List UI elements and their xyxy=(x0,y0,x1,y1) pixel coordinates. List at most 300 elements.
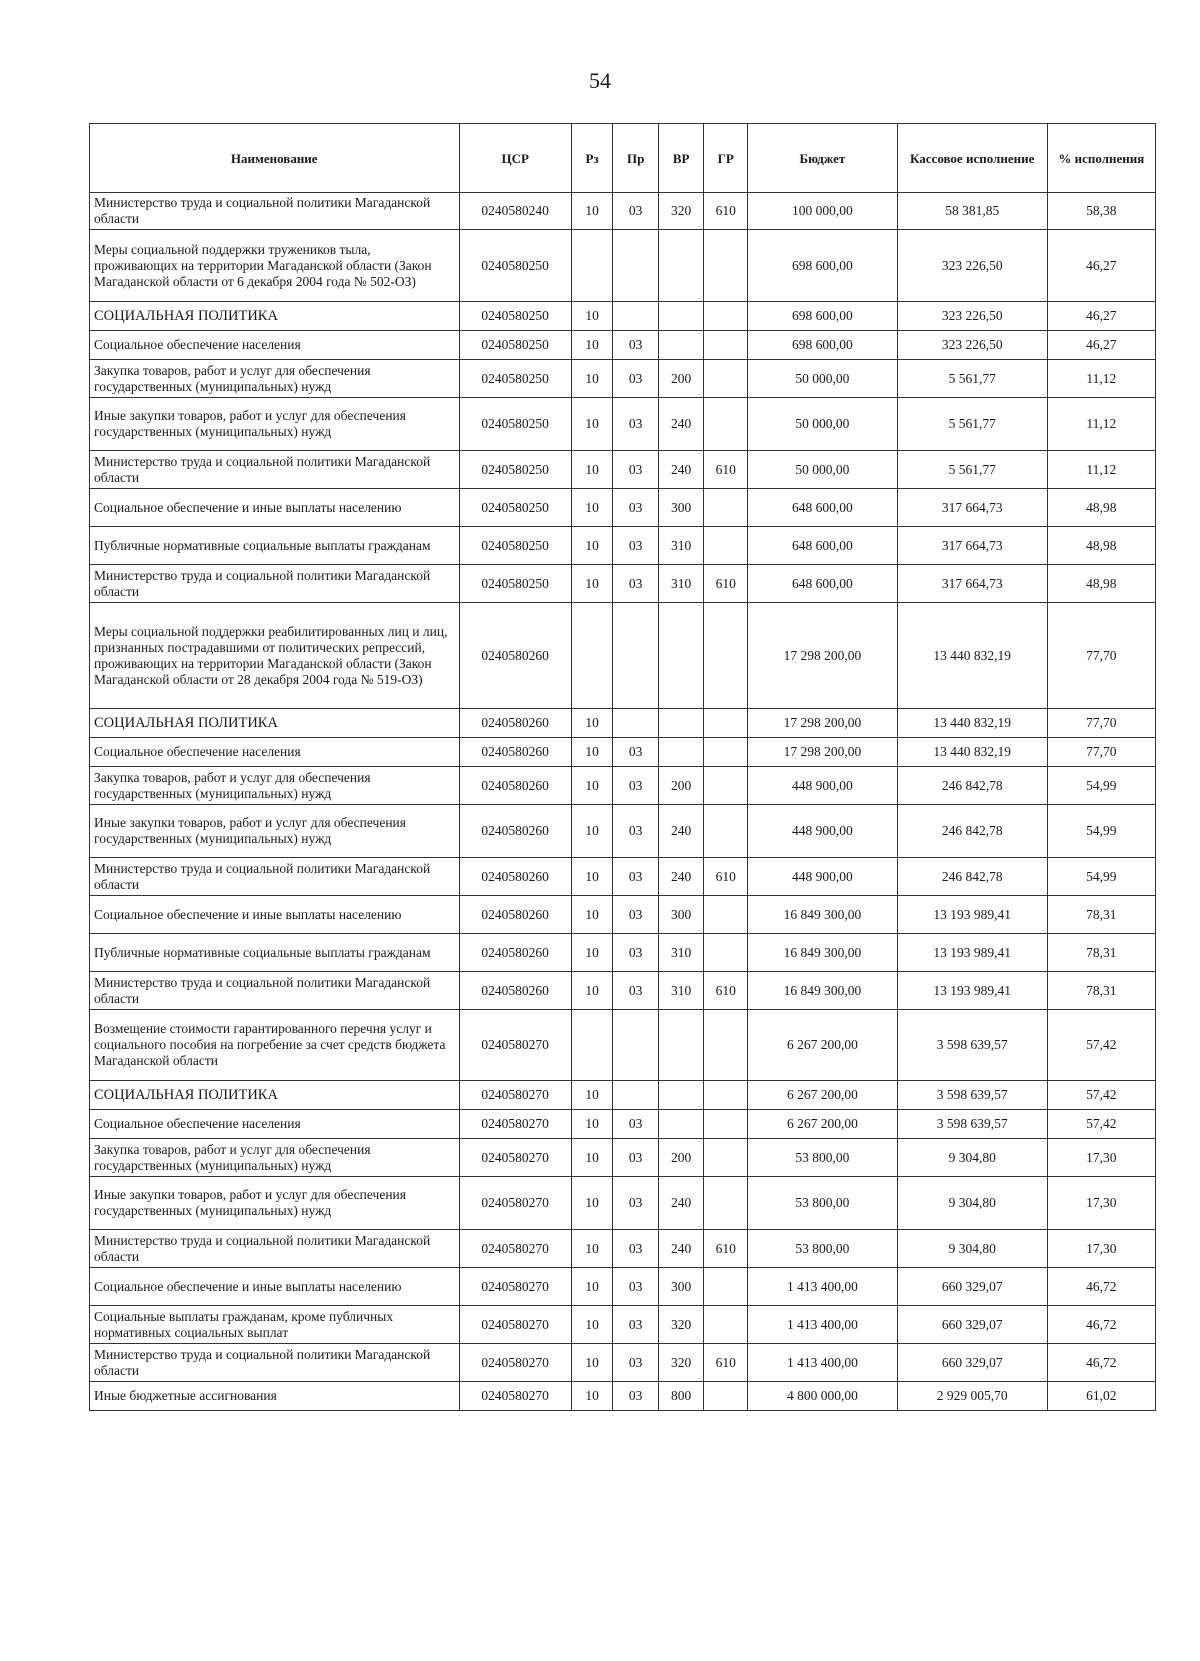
cell-csr: 0240580270 xyxy=(459,1230,571,1268)
cell-gr xyxy=(704,230,748,302)
cell-name: Закупка товаров, работ и услуг для обеспечения государственных (муниципальных) нужд xyxy=(90,767,460,805)
cell-cash: 3 598 639,57 xyxy=(897,1110,1047,1139)
cell-name: Социальное обеспечение населения xyxy=(90,1110,460,1139)
cell-gr xyxy=(704,1010,748,1081)
cell-csr: 0240580270 xyxy=(459,1344,571,1382)
cell-csr: 0240580260 xyxy=(459,738,571,767)
cell-rz: 10 xyxy=(571,398,613,451)
cell-csr: 0240580260 xyxy=(459,767,571,805)
cell-pr xyxy=(613,1081,659,1110)
table-row xyxy=(90,709,1156,738)
cell-percent: 46,72 xyxy=(1047,1268,1155,1306)
cell-rz: 10 xyxy=(571,1230,613,1268)
cell-name: Социальное обеспечение и иные выплаты населению xyxy=(90,489,460,527)
cell-budget: 448 900,00 xyxy=(747,767,897,805)
cell-cash: 660 329,07 xyxy=(897,1344,1047,1382)
cell-pr xyxy=(613,709,659,738)
cell-budget: 448 900,00 xyxy=(747,805,897,858)
cell-rz: 10 xyxy=(571,858,613,896)
cell-rz: 10 xyxy=(571,1344,613,1382)
cell-percent: 54,99 xyxy=(1047,767,1155,805)
cell-budget: 698 600,00 xyxy=(747,331,897,360)
cell-cash: 323 226,50 xyxy=(897,302,1047,331)
cell-pr: 03 xyxy=(613,972,659,1010)
cell-rz: 10 xyxy=(571,302,613,331)
cell-cash: 246 842,78 xyxy=(897,767,1047,805)
cell-vr: 320 xyxy=(658,1306,704,1344)
cell-csr: 0240580270 xyxy=(459,1268,571,1306)
cell-gr xyxy=(704,1382,748,1411)
cell-percent: 77,70 xyxy=(1047,738,1155,767)
cell-rz: 10 xyxy=(571,972,613,1010)
cell-cash: 317 664,73 xyxy=(897,565,1047,603)
cell-rz: 10 xyxy=(571,527,613,565)
cell-rz: 10 xyxy=(571,709,613,738)
cell-percent: 78,31 xyxy=(1047,972,1155,1010)
cell-rz: 10 xyxy=(571,934,613,972)
table-row xyxy=(90,1010,1156,1081)
cell-vr xyxy=(658,603,704,709)
cell-cash: 13 440 832,19 xyxy=(897,603,1047,709)
cell-pr: 03 xyxy=(613,1306,659,1344)
cell-gr: 610 xyxy=(704,565,748,603)
cell-vr xyxy=(658,1081,704,1110)
cell-percent: 57,42 xyxy=(1047,1081,1155,1110)
cell-csr: 0240580270 xyxy=(459,1081,571,1110)
table-row xyxy=(90,603,1156,709)
table-row xyxy=(90,1177,1156,1230)
cell-vr: 240 xyxy=(658,805,704,858)
header-percent: % исполнения xyxy=(1047,124,1155,193)
cell-budget: 6 267 200,00 xyxy=(747,1110,897,1139)
cell-name: СОЦИАЛЬНАЯ ПОЛИТИКА xyxy=(90,709,460,738)
cell-csr: 0240580260 xyxy=(459,603,571,709)
cell-rz: 10 xyxy=(571,1139,613,1177)
table-row xyxy=(90,896,1156,934)
table-row xyxy=(90,451,1156,489)
cell-cash: 323 226,50 xyxy=(897,230,1047,302)
cell-gr xyxy=(704,934,748,972)
cell-gr xyxy=(704,1081,748,1110)
cell-name: Министерство труда и социальной политики Магаданской области xyxy=(90,193,460,230)
cell-vr xyxy=(658,1010,704,1081)
cell-name: Иные бюджетные ассигнования xyxy=(90,1382,460,1411)
cell-rz xyxy=(571,603,613,709)
cell-vr: 320 xyxy=(658,1344,704,1382)
cell-gr xyxy=(704,360,748,398)
cell-percent: 77,70 xyxy=(1047,603,1155,709)
cell-vr xyxy=(658,738,704,767)
cell-pr: 03 xyxy=(613,360,659,398)
table-row xyxy=(90,230,1156,302)
cell-vr: 310 xyxy=(658,972,704,1010)
cell-rz xyxy=(571,1010,613,1081)
cell-cash: 13 193 989,41 xyxy=(897,934,1047,972)
header-budget: Бюджет xyxy=(747,124,897,193)
table-row xyxy=(90,1382,1156,1411)
cell-gr: 610 xyxy=(704,193,748,230)
cell-budget: 698 600,00 xyxy=(747,230,897,302)
cell-budget: 698 600,00 xyxy=(747,302,897,331)
cell-name: Возмещение стоимости гарантированного перечня услуг и социального пособия на погребение за счет средств бюджета Магаданской области xyxy=(90,1010,460,1081)
cell-vr xyxy=(658,709,704,738)
cell-pr: 03 xyxy=(613,1344,659,1382)
cell-csr: 0240580260 xyxy=(459,896,571,934)
cell-name: Министерство труда и социальной политики Магаданской области xyxy=(90,565,460,603)
cell-percent: 46,72 xyxy=(1047,1344,1155,1382)
cell-name: Социальное обеспечение и иные выплаты населению xyxy=(90,1268,460,1306)
cell-cash: 13 193 989,41 xyxy=(897,972,1047,1010)
cell-cash: 3 598 639,57 xyxy=(897,1010,1047,1081)
cell-cash: 2 929 005,70 xyxy=(897,1382,1047,1411)
cell-percent: 78,31 xyxy=(1047,934,1155,972)
cell-budget: 1 413 400,00 xyxy=(747,1344,897,1382)
cell-name: Иные закупки товаров, работ и услуг для обеспечения государственных (муниципальных) нужд xyxy=(90,805,460,858)
cell-vr: 240 xyxy=(658,1230,704,1268)
table-row xyxy=(90,489,1156,527)
cell-name: Министерство труда и социальной политики Магаданской области xyxy=(90,858,460,896)
cell-pr: 03 xyxy=(613,451,659,489)
cell-csr: 0240580240 xyxy=(459,193,571,230)
cell-budget: 1 413 400,00 xyxy=(747,1268,897,1306)
cell-percent: 46,72 xyxy=(1047,1306,1155,1344)
cell-name: Социальное обеспечение и иные выплаты населению xyxy=(90,896,460,934)
cell-percent: 54,99 xyxy=(1047,805,1155,858)
cell-cash: 246 842,78 xyxy=(897,805,1047,858)
cell-csr: 0240580270 xyxy=(459,1177,571,1230)
cell-name: Публичные нормативные социальные выплаты гражданам xyxy=(90,934,460,972)
cell-budget: 16 849 300,00 xyxy=(747,896,897,934)
cell-rz: 10 xyxy=(571,331,613,360)
cell-gr xyxy=(704,1110,748,1139)
cell-gr xyxy=(704,805,748,858)
cell-percent: 48,98 xyxy=(1047,527,1155,565)
cell-pr xyxy=(613,603,659,709)
cell-cash: 660 329,07 xyxy=(897,1306,1047,1344)
cell-cash: 5 561,77 xyxy=(897,360,1047,398)
cell-csr: 0240580250 xyxy=(459,527,571,565)
cell-pr: 03 xyxy=(613,1382,659,1411)
cell-name: Министерство труда и социальной политики Магаданской области xyxy=(90,451,460,489)
cell-gr xyxy=(704,738,748,767)
cell-rz: 10 xyxy=(571,193,613,230)
cell-vr xyxy=(658,1110,704,1139)
cell-rz: 10 xyxy=(571,1177,613,1230)
cell-name: Иные закупки товаров, работ и услуг для обеспечения государственных (муниципальных) нужд xyxy=(90,398,460,451)
cell-cash: 9 304,80 xyxy=(897,1139,1047,1177)
cell-rz: 10 xyxy=(571,1268,613,1306)
cell-percent: 17,30 xyxy=(1047,1177,1155,1230)
cell-vr: 310 xyxy=(658,527,704,565)
cell-vr xyxy=(658,302,704,331)
page-number: 54 xyxy=(589,68,611,93)
cell-vr xyxy=(658,331,704,360)
cell-percent: 46,27 xyxy=(1047,331,1155,360)
cell-pr: 03 xyxy=(613,738,659,767)
cell-name: Социальные выплаты гражданам, кроме публичных нормативных социальных выплат xyxy=(90,1306,460,1344)
cell-pr: 03 xyxy=(613,331,659,360)
cell-gr xyxy=(704,1139,748,1177)
cell-vr: 300 xyxy=(658,489,704,527)
cell-budget: 17 298 200,00 xyxy=(747,603,897,709)
cell-budget: 50 000,00 xyxy=(747,360,897,398)
cell-csr: 0240580260 xyxy=(459,972,571,1010)
cell-rz: 10 xyxy=(571,896,613,934)
cell-vr: 200 xyxy=(658,1139,704,1177)
cell-percent: 48,98 xyxy=(1047,565,1155,603)
cell-budget: 648 600,00 xyxy=(747,489,897,527)
cell-pr: 03 xyxy=(613,527,659,565)
table-row xyxy=(90,193,1156,230)
cell-gr xyxy=(704,1306,748,1344)
cell-percent: 57,42 xyxy=(1047,1110,1155,1139)
cell-vr: 300 xyxy=(658,896,704,934)
cell-pr: 03 xyxy=(613,193,659,230)
cell-csr: 0240580260 xyxy=(459,934,571,972)
cell-percent: 78,31 xyxy=(1047,896,1155,934)
cell-vr: 240 xyxy=(658,858,704,896)
cell-cash: 317 664,73 xyxy=(897,527,1047,565)
table-row xyxy=(90,1306,1156,1344)
cell-vr: 240 xyxy=(658,451,704,489)
cell-name: Публичные нормативные социальные выплаты гражданам xyxy=(90,527,460,565)
cell-gr xyxy=(704,896,748,934)
table-row xyxy=(90,302,1156,331)
cell-rz: 10 xyxy=(571,565,613,603)
cell-pr: 03 xyxy=(613,565,659,603)
cell-vr: 240 xyxy=(658,398,704,451)
cell-gr xyxy=(704,302,748,331)
cell-vr: 310 xyxy=(658,565,704,603)
cell-pr xyxy=(613,302,659,331)
cell-cash: 5 561,77 xyxy=(897,398,1047,451)
cell-pr: 03 xyxy=(613,934,659,972)
cell-budget: 648 600,00 xyxy=(747,565,897,603)
cell-cash: 13 440 832,19 xyxy=(897,709,1047,738)
cell-percent: 11,12 xyxy=(1047,360,1155,398)
cell-pr: 03 xyxy=(613,398,659,451)
header-gr: ГР xyxy=(704,124,748,193)
cell-gr xyxy=(704,709,748,738)
cell-gr xyxy=(704,331,748,360)
cell-pr: 03 xyxy=(613,1268,659,1306)
cell-budget: 50 000,00 xyxy=(747,451,897,489)
table-row xyxy=(90,527,1156,565)
header-pr: Пр xyxy=(613,124,659,193)
cell-rz: 10 xyxy=(571,1081,613,1110)
cell-name: Министерство труда и социальной политики Магаданской области xyxy=(90,972,460,1010)
cell-csr: 0240580260 xyxy=(459,858,571,896)
cell-name: Социальное обеспечение населения xyxy=(90,738,460,767)
table-row xyxy=(90,1139,1156,1177)
cell-cash: 58 381,85 xyxy=(897,193,1047,230)
cell-vr: 240 xyxy=(658,1177,704,1230)
cell-rz: 10 xyxy=(571,360,613,398)
cell-name: Меры социальной поддержки тружеников тыла, проживающих на территории Магаданской области (Закон Магаданской области от 6 декабря 2004 года № 502-ОЗ) xyxy=(90,230,460,302)
cell-name: Иные закупки товаров, работ и услуг для обеспечения государственных (муниципальных) нужд xyxy=(90,1177,460,1230)
cell-gr xyxy=(704,398,748,451)
cell-gr xyxy=(704,603,748,709)
cell-budget: 4 800 000,00 xyxy=(747,1382,897,1411)
cell-csr: 0240580250 xyxy=(459,360,571,398)
header-csr: ЦСР xyxy=(459,124,571,193)
cell-percent: 11,12 xyxy=(1047,451,1155,489)
cell-gr: 610 xyxy=(704,1344,748,1382)
table-row xyxy=(90,858,1156,896)
cell-budget: 448 900,00 xyxy=(747,858,897,896)
table-row xyxy=(90,934,1156,972)
cell-vr xyxy=(658,230,704,302)
cell-csr: 0240580270 xyxy=(459,1382,571,1411)
cell-gr: 610 xyxy=(704,1230,748,1268)
cell-rz: 10 xyxy=(571,1306,613,1344)
cell-rz: 10 xyxy=(571,1110,613,1139)
cell-cash: 13 193 989,41 xyxy=(897,896,1047,934)
cell-cash: 323 226,50 xyxy=(897,331,1047,360)
table-row xyxy=(90,331,1156,360)
budget-table xyxy=(89,123,1156,1411)
cell-budget: 16 849 300,00 xyxy=(747,972,897,1010)
cell-pr: 03 xyxy=(613,1139,659,1177)
cell-gr xyxy=(704,489,748,527)
cell-vr: 800 xyxy=(658,1382,704,1411)
table-row xyxy=(90,1230,1156,1268)
cell-csr: 0240580250 xyxy=(459,398,571,451)
table-row xyxy=(90,972,1156,1010)
cell-pr: 03 xyxy=(613,1177,659,1230)
cell-budget: 16 849 300,00 xyxy=(747,934,897,972)
header-cash: Кассовое исполнение xyxy=(897,124,1047,193)
cell-percent: 17,30 xyxy=(1047,1139,1155,1177)
cell-budget: 17 298 200,00 xyxy=(747,738,897,767)
cell-percent: 58,38 xyxy=(1047,193,1155,230)
cell-pr: 03 xyxy=(613,1230,659,1268)
cell-percent: 61,02 xyxy=(1047,1382,1155,1411)
cell-pr: 03 xyxy=(613,858,659,896)
cell-rz: 10 xyxy=(571,738,613,767)
cell-gr xyxy=(704,527,748,565)
cell-csr: 0240580250 xyxy=(459,565,571,603)
header-vr: ВР xyxy=(658,124,704,193)
cell-gr: 610 xyxy=(704,972,748,1010)
table-row xyxy=(90,738,1156,767)
cell-vr: 200 xyxy=(658,767,704,805)
cell-budget: 17 298 200,00 xyxy=(747,709,897,738)
cell-csr: 0240580260 xyxy=(459,805,571,858)
cell-budget: 6 267 200,00 xyxy=(747,1081,897,1110)
cell-cash: 660 329,07 xyxy=(897,1268,1047,1306)
cell-pr: 03 xyxy=(613,767,659,805)
cell-csr: 0240580270 xyxy=(459,1139,571,1177)
cell-percent: 57,42 xyxy=(1047,1010,1155,1081)
cell-rz xyxy=(571,230,613,302)
cell-percent: 11,12 xyxy=(1047,398,1155,451)
cell-percent: 77,70 xyxy=(1047,709,1155,738)
cell-percent: 46,27 xyxy=(1047,230,1155,302)
table-row xyxy=(90,767,1156,805)
cell-pr: 03 xyxy=(613,896,659,934)
header-name: Наименование xyxy=(90,124,460,193)
cell-name: СОЦИАЛЬНАЯ ПОЛИТИКА xyxy=(90,302,460,331)
header-rz: Рз xyxy=(571,124,613,193)
cell-rz: 10 xyxy=(571,767,613,805)
cell-budget: 53 800,00 xyxy=(747,1177,897,1230)
cell-pr: 03 xyxy=(613,1110,659,1139)
cell-cash: 9 304,80 xyxy=(897,1230,1047,1268)
cell-budget: 648 600,00 xyxy=(747,527,897,565)
cell-csr: 0240580250 xyxy=(459,451,571,489)
table-row xyxy=(90,805,1156,858)
cell-name: Меры социальной поддержки реабилитированных лиц и лиц, признанных пострадавшими от политических репрессий, проживающих на территории Магаданской области (Закон Магаданской области от 28 декабря 2004 года № 519-ОЗ) xyxy=(90,603,460,709)
table-row xyxy=(90,1344,1156,1382)
cell-vr: 200 xyxy=(658,360,704,398)
cell-vr: 300 xyxy=(658,1268,704,1306)
cell-csr: 0240580250 xyxy=(459,331,571,360)
cell-cash: 5 561,77 xyxy=(897,451,1047,489)
cell-gr: 610 xyxy=(704,858,748,896)
table-row xyxy=(90,398,1156,451)
cell-cash: 3 598 639,57 xyxy=(897,1081,1047,1110)
cell-rz: 10 xyxy=(571,805,613,858)
cell-budget: 53 800,00 xyxy=(747,1230,897,1268)
cell-budget: 100 000,00 xyxy=(747,193,897,230)
cell-gr: 610 xyxy=(704,451,748,489)
cell-percent: 54,99 xyxy=(1047,858,1155,896)
cell-pr xyxy=(613,230,659,302)
cell-rz: 10 xyxy=(571,451,613,489)
table-row xyxy=(90,1268,1156,1306)
cell-name: Министерство труда и социальной политики Магаданской области xyxy=(90,1230,460,1268)
cell-cash: 246 842,78 xyxy=(897,858,1047,896)
cell-cash: 13 440 832,19 xyxy=(897,738,1047,767)
cell-pr: 03 xyxy=(613,805,659,858)
cell-gr xyxy=(704,1177,748,1230)
cell-cash: 317 664,73 xyxy=(897,489,1047,527)
cell-name: Закупка товаров, работ и услуг для обеспечения государственных (муниципальных) нужд xyxy=(90,360,460,398)
cell-rz: 10 xyxy=(571,489,613,527)
cell-name: Министерство труда и социальной политики Магаданской области xyxy=(90,1344,460,1382)
cell-rz: 10 xyxy=(571,1382,613,1411)
table-row xyxy=(90,360,1156,398)
cell-percent: 46,27 xyxy=(1047,302,1155,331)
cell-percent: 48,98 xyxy=(1047,489,1155,527)
cell-csr: 0240580250 xyxy=(459,230,571,302)
cell-name: Социальное обеспечение населения xyxy=(90,331,460,360)
cell-csr: 0240580250 xyxy=(459,489,571,527)
cell-budget: 1 413 400,00 xyxy=(747,1306,897,1344)
table-row xyxy=(90,565,1156,603)
cell-name: СОЦИАЛЬНАЯ ПОЛИТИКА xyxy=(90,1081,460,1110)
cell-gr xyxy=(704,1268,748,1306)
table-header-row xyxy=(90,124,1156,193)
cell-vr: 320 xyxy=(658,193,704,230)
cell-name: Закупка товаров, работ и услуг для обеспечения государственных (муниципальных) нужд xyxy=(90,1139,460,1177)
cell-csr: 0240580260 xyxy=(459,709,571,738)
cell-budget: 50 000,00 xyxy=(747,398,897,451)
cell-pr xyxy=(613,1010,659,1081)
cell-gr xyxy=(704,767,748,805)
cell-csr: 0240580270 xyxy=(459,1010,571,1081)
table-row xyxy=(90,1081,1156,1110)
cell-vr: 310 xyxy=(658,934,704,972)
cell-cash: 9 304,80 xyxy=(897,1177,1047,1230)
cell-pr: 03 xyxy=(613,489,659,527)
cell-csr: 0240580270 xyxy=(459,1306,571,1344)
table-row xyxy=(90,1110,1156,1139)
cell-csr: 0240580250 xyxy=(459,302,571,331)
cell-budget: 6 267 200,00 xyxy=(747,1010,897,1081)
cell-percent: 17,30 xyxy=(1047,1230,1155,1268)
